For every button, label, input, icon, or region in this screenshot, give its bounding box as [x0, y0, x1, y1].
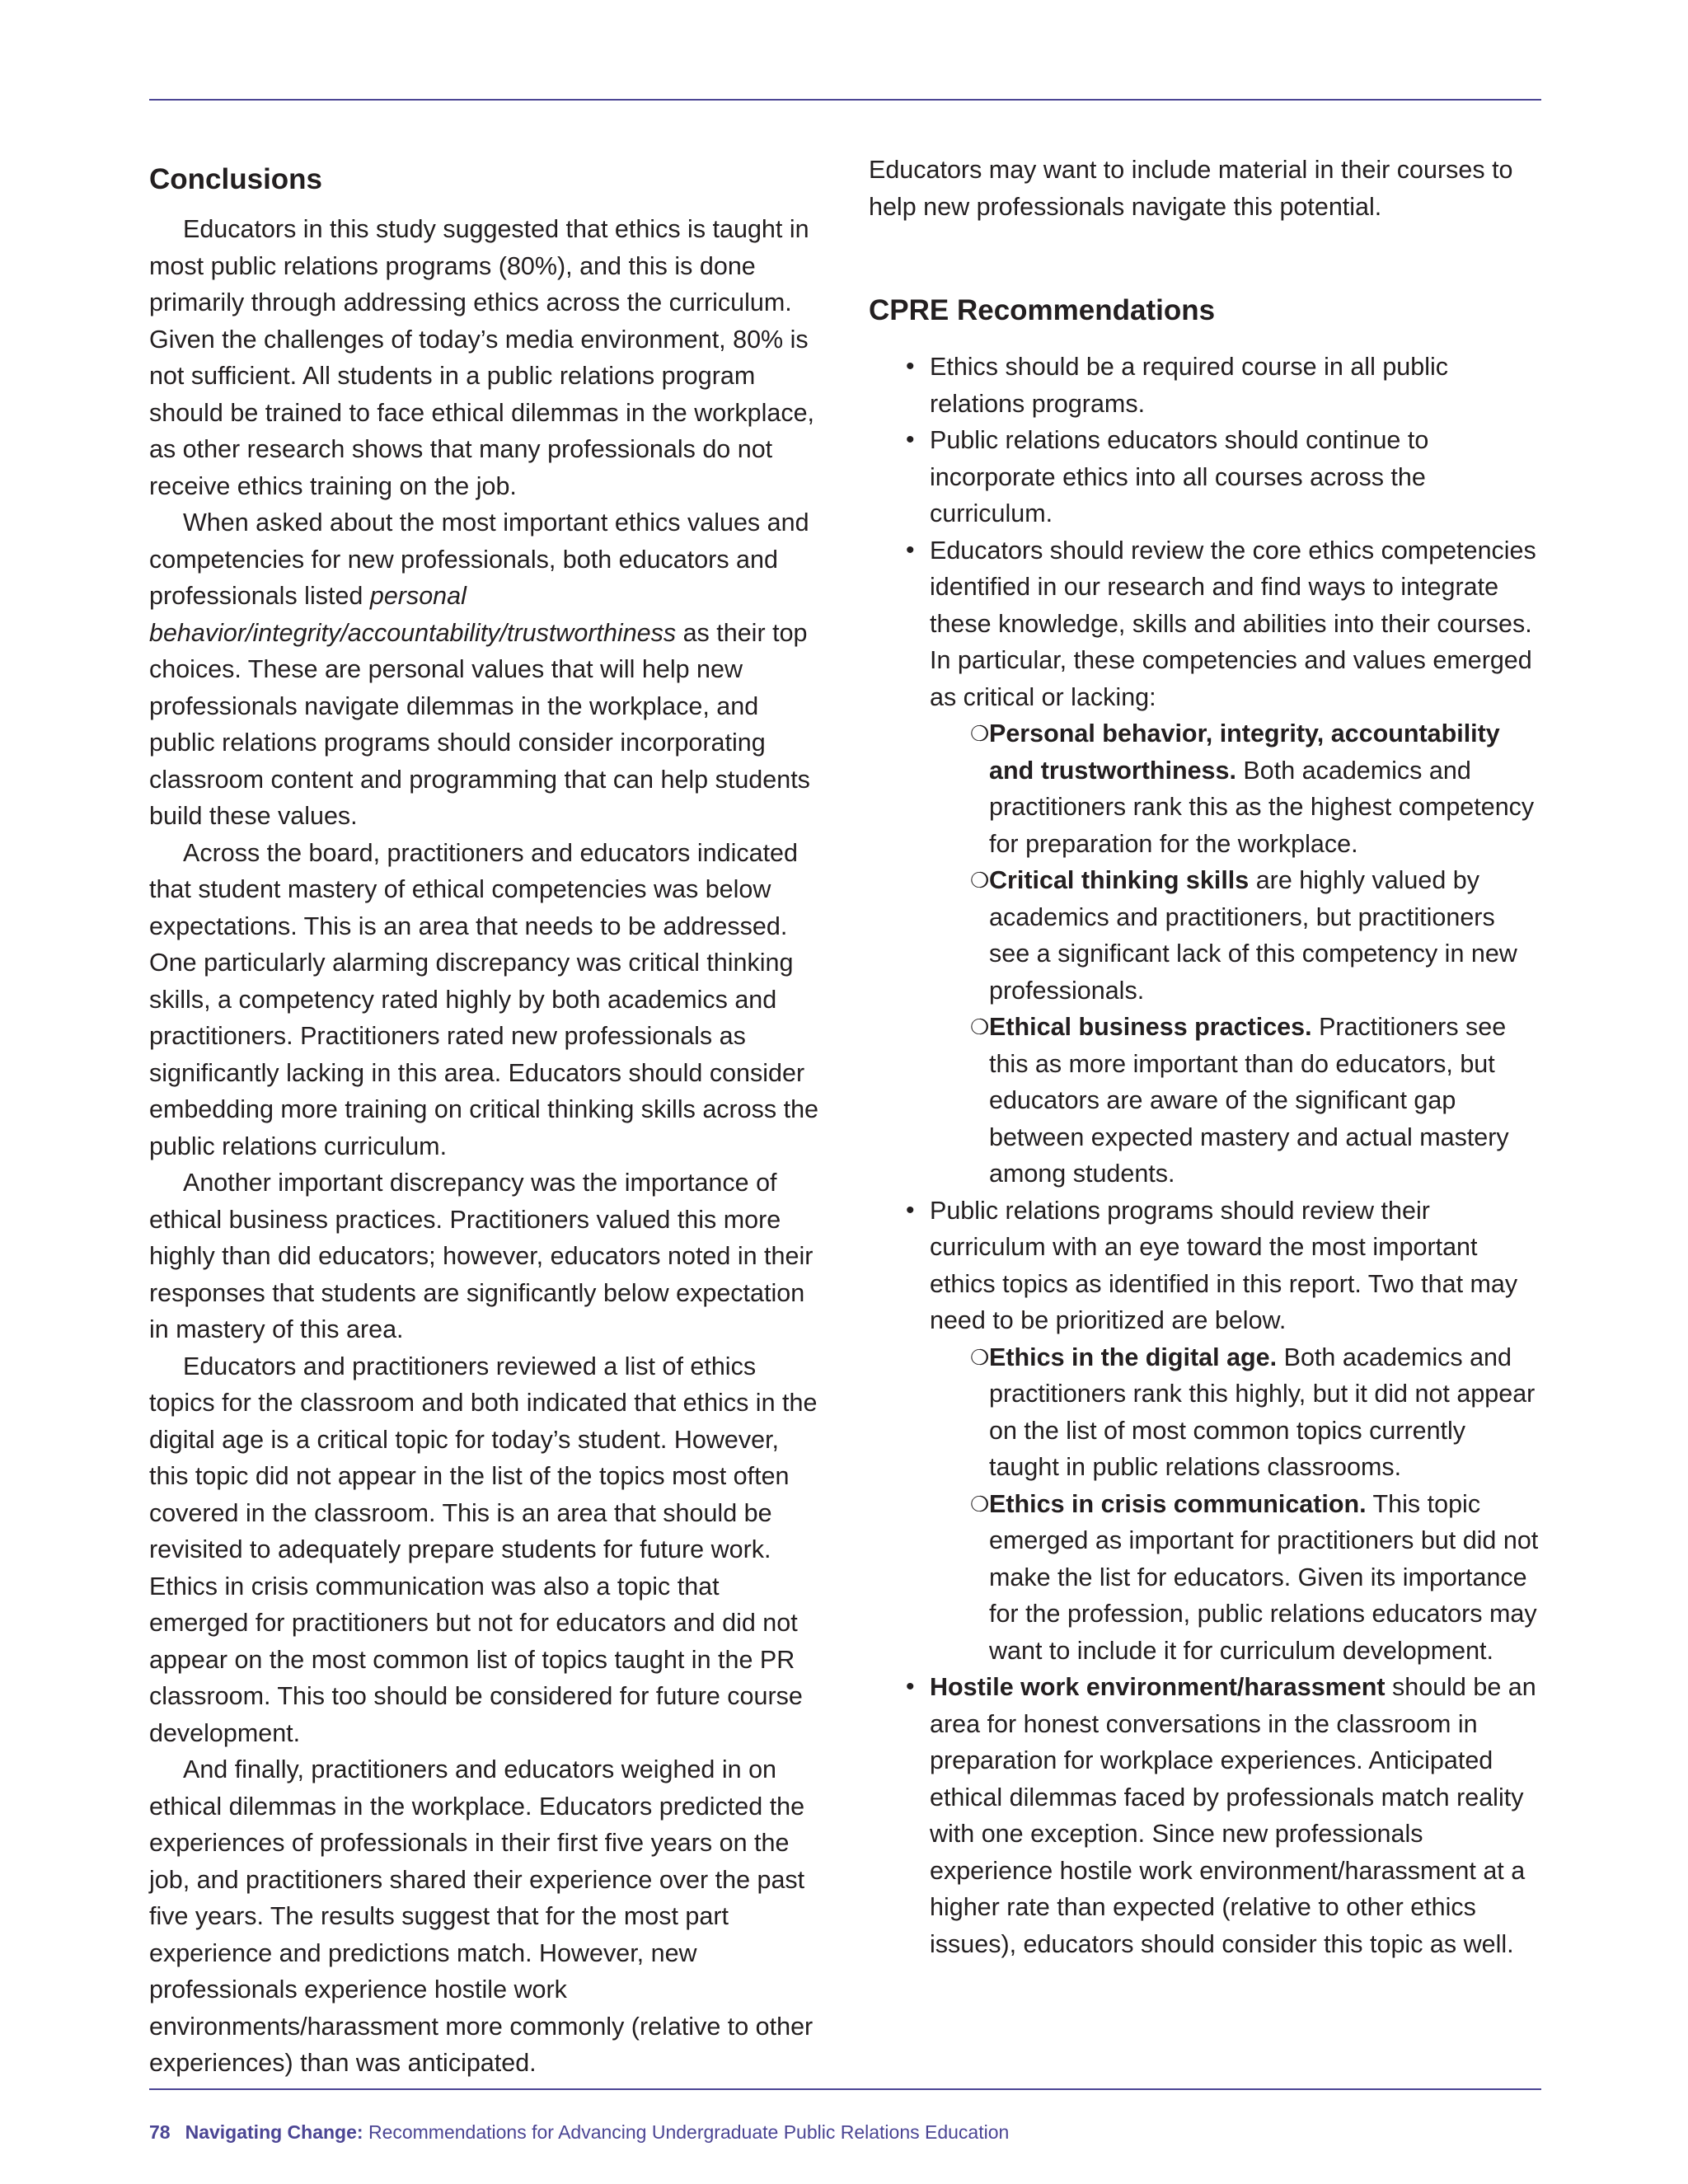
sub-item-bold-label: Critical thinking skills: [989, 866, 1250, 894]
bullet-icon: •: [906, 536, 915, 564]
continued-paragraph: Educators may want to include material in their courses to help new professionals navigate this potential.: [869, 156, 1513, 221]
sub-item-text: are highly valued by academics and practitioners, but practitioners see a significant lack of this competency in new professionals.: [989, 866, 1517, 1005]
conclusions-paragraph-2: [149, 504, 821, 835]
circle-bullet-icon: ❍: [970, 1344, 990, 1370]
bullet-icon: •: [906, 1673, 915, 1700]
sub-item-bold-label: Ethics in crisis communication.: [989, 1489, 1367, 1518]
recommendation-text: Public relations educators should continue to incorporate ethics into all courses across the curriculum.: [930, 426, 1429, 527]
conclusions-paragraph-4: Another important discrepancy was the importance of ethical business practices. Practitioners valued this more highly than did educators; however, educators noted in their responses that students are significantly below expectation in mastery of this area.: [149, 1169, 814, 1343]
topics-sublist: [930, 1339, 1541, 1670]
conclusions-paragraph-3: Across the board, practitioners and educators indicated that student mastery of ethical competencies was below expectations. This is an area that needs to be addressed. One particularly alarming discrepancy was critical thinking skills, a competency rated highly by both academics and practitioners. Practitioners rated new professionals as significantly lacking in this area. Educators should consider embedding more training on critical thinking skills across the public relations curriculum.: [149, 838, 819, 1160]
sub-item-bold-label: Ethical business practices.: [989, 1013, 1312, 1041]
sub-item: [930, 1009, 1541, 1193]
recommendations-list: [869, 349, 1541, 1962]
sub-item: [930, 715, 1541, 862]
sub-item-text: This topic emerged as important for practitioners but did not make the list for educators. Given its importance for the profession, public relations educators may want to include it for curriculum development.: [989, 1489, 1539, 1665]
recommendation-bold-label: Hostile work environment/harassment: [930, 1673, 1386, 1701]
left-column: [149, 0, 821, 2082]
circle-bullet-icon: ❍: [970, 1015, 990, 1039]
bullet-icon: •: [906, 1196, 915, 1224]
sub-item-text: Both academics and practitioners rank this as the highest competency for preparation for the workplace.: [989, 756, 1535, 858]
recommendation-item: [869, 1669, 1541, 1962]
sub-item: [930, 1486, 1541, 1670]
publication-title: Navigating Change:: [185, 2121, 363, 2143]
recommendation-item: [869, 422, 1541, 532]
paragraph-2-text-end: as their top choices. These are personal values that will help new professionals navigate dilemmas in the workplace, and public relations programs should consider incorporating classroom content and programming that can help students build these values.: [149, 618, 810, 830]
circle-bullet-icon: ❍: [970, 721, 990, 746]
conclusions-paragraph-5: Educators and practitioners reviewed a list of ethics topics for the classroom and both indicated that ethics in the digital age is a critical topic for today’s student. However, this topic did not appear in the list of the topics most often covered in the classroom. This is an area that should be revisited to adequately prepare students for future work. Ethics in crisis communication was also a topic that emerged for practitioners but not for educators and did not appear on the most common list of topics taught in the PR classroom. This too should be considered for future course development.: [149, 1352, 818, 1747]
sub-item: [930, 862, 1541, 1009]
cpre-recommendations-heading: CPRE Recommendations: [869, 294, 1216, 326]
conclusions-heading: Conclusions: [149, 163, 323, 195]
circle-bullet-icon: ❍: [970, 1491, 990, 1516]
conclusions-paragraph-1: Educators in this study suggested that ethics is taught in most public relations programs (80%), and this is done primarily through addressing ethics across the curriculum. Given the challenges of today’s media environment, 80% is not sufficient. All students in a public relations program should be trained to face ethical dilemmas in the workplace, as other research shows that many professionals do not receive ethics training on the job.: [149, 215, 814, 500]
bullet-icon: •: [906, 426, 915, 453]
footer-rule: [149, 2088, 1541, 2090]
recommendation-text: Educators should review the core ethics competencies identified in our research and find ways to integrate these knowledge, skills and abilities into their courses. In particular, these competencies and values emerged as critical or lacking:: [930, 536, 1536, 711]
recommendation-item: [869, 349, 1541, 422]
sub-item: [930, 1339, 1541, 1486]
paragraph-2-italic-values: personal behavior/integrity/accountability/trustworthiness: [149, 582, 677, 647]
recommendation-item: [869, 1193, 1541, 1670]
sub-item-bold-label: Personal behavior, integrity, accountability and trustworthiness.: [989, 719, 1500, 785]
right-column: [869, 0, 1541, 1962]
recommendation-text: Ethics should be a required course in all public relations programs.: [930, 353, 1449, 418]
page-footer: [149, 2120, 1009, 2144]
conclusions-paragraph-6: And finally, practitioners and educators weighed in on ethical dilemmas in the workplace. Educators predicted the experiences of professionals in their first five years on the job, and practitioners shared their experience over the past five years. The results suggest that for the most part experience and predictions match. However, new professionals experience hostile work environments/harassment more commonly (relative to other experiences) than was anticipated.: [149, 1755, 814, 2077]
recommendation-item: [869, 532, 1541, 1193]
circle-bullet-icon: ❍: [970, 868, 990, 893]
sub-item-bold-label: Ethics in the digital age.: [989, 1343, 1278, 1371]
page-number: 78: [149, 2121, 171, 2143]
bullet-icon: •: [906, 353, 915, 380]
sub-item-text: Practitioners see this as more important than do educators, but educators are aware of the significant gap between expected mastery and actual mastery among students.: [989, 1013, 1509, 1188]
publication-subtitle: Recommendations for Advancing Undergraduate Public Relations Education: [363, 2121, 1010, 2143]
recommendation-text: should be an area for honest conversations in the classroom in preparation for workplace experiences. Anticipated ethical dilemmas faced by professionals match reality with one exception. Since new professionals experience hostile work environment/harassment at a higher rate than expected (relative to other ethics issues), educators should consider this topic as well.: [930, 1673, 1536, 1958]
recommendation-text: Public relations programs should review their curriculum with an eye toward the most important ethics topics as identified in this report. Two that may need to be prioritized are below.: [930, 1196, 1518, 1334]
paragraph-2-text-start: When asked about the most important ethics values and competencies for new professionals, both educators and professionals listed: [149, 509, 809, 610]
sub-item-text: Both academics and practitioners rank this highly, but it did not appear on the list of most common topics currently taught in public relations classrooms.: [989, 1343, 1536, 1481]
competencies-sublist: [930, 715, 1541, 1193]
